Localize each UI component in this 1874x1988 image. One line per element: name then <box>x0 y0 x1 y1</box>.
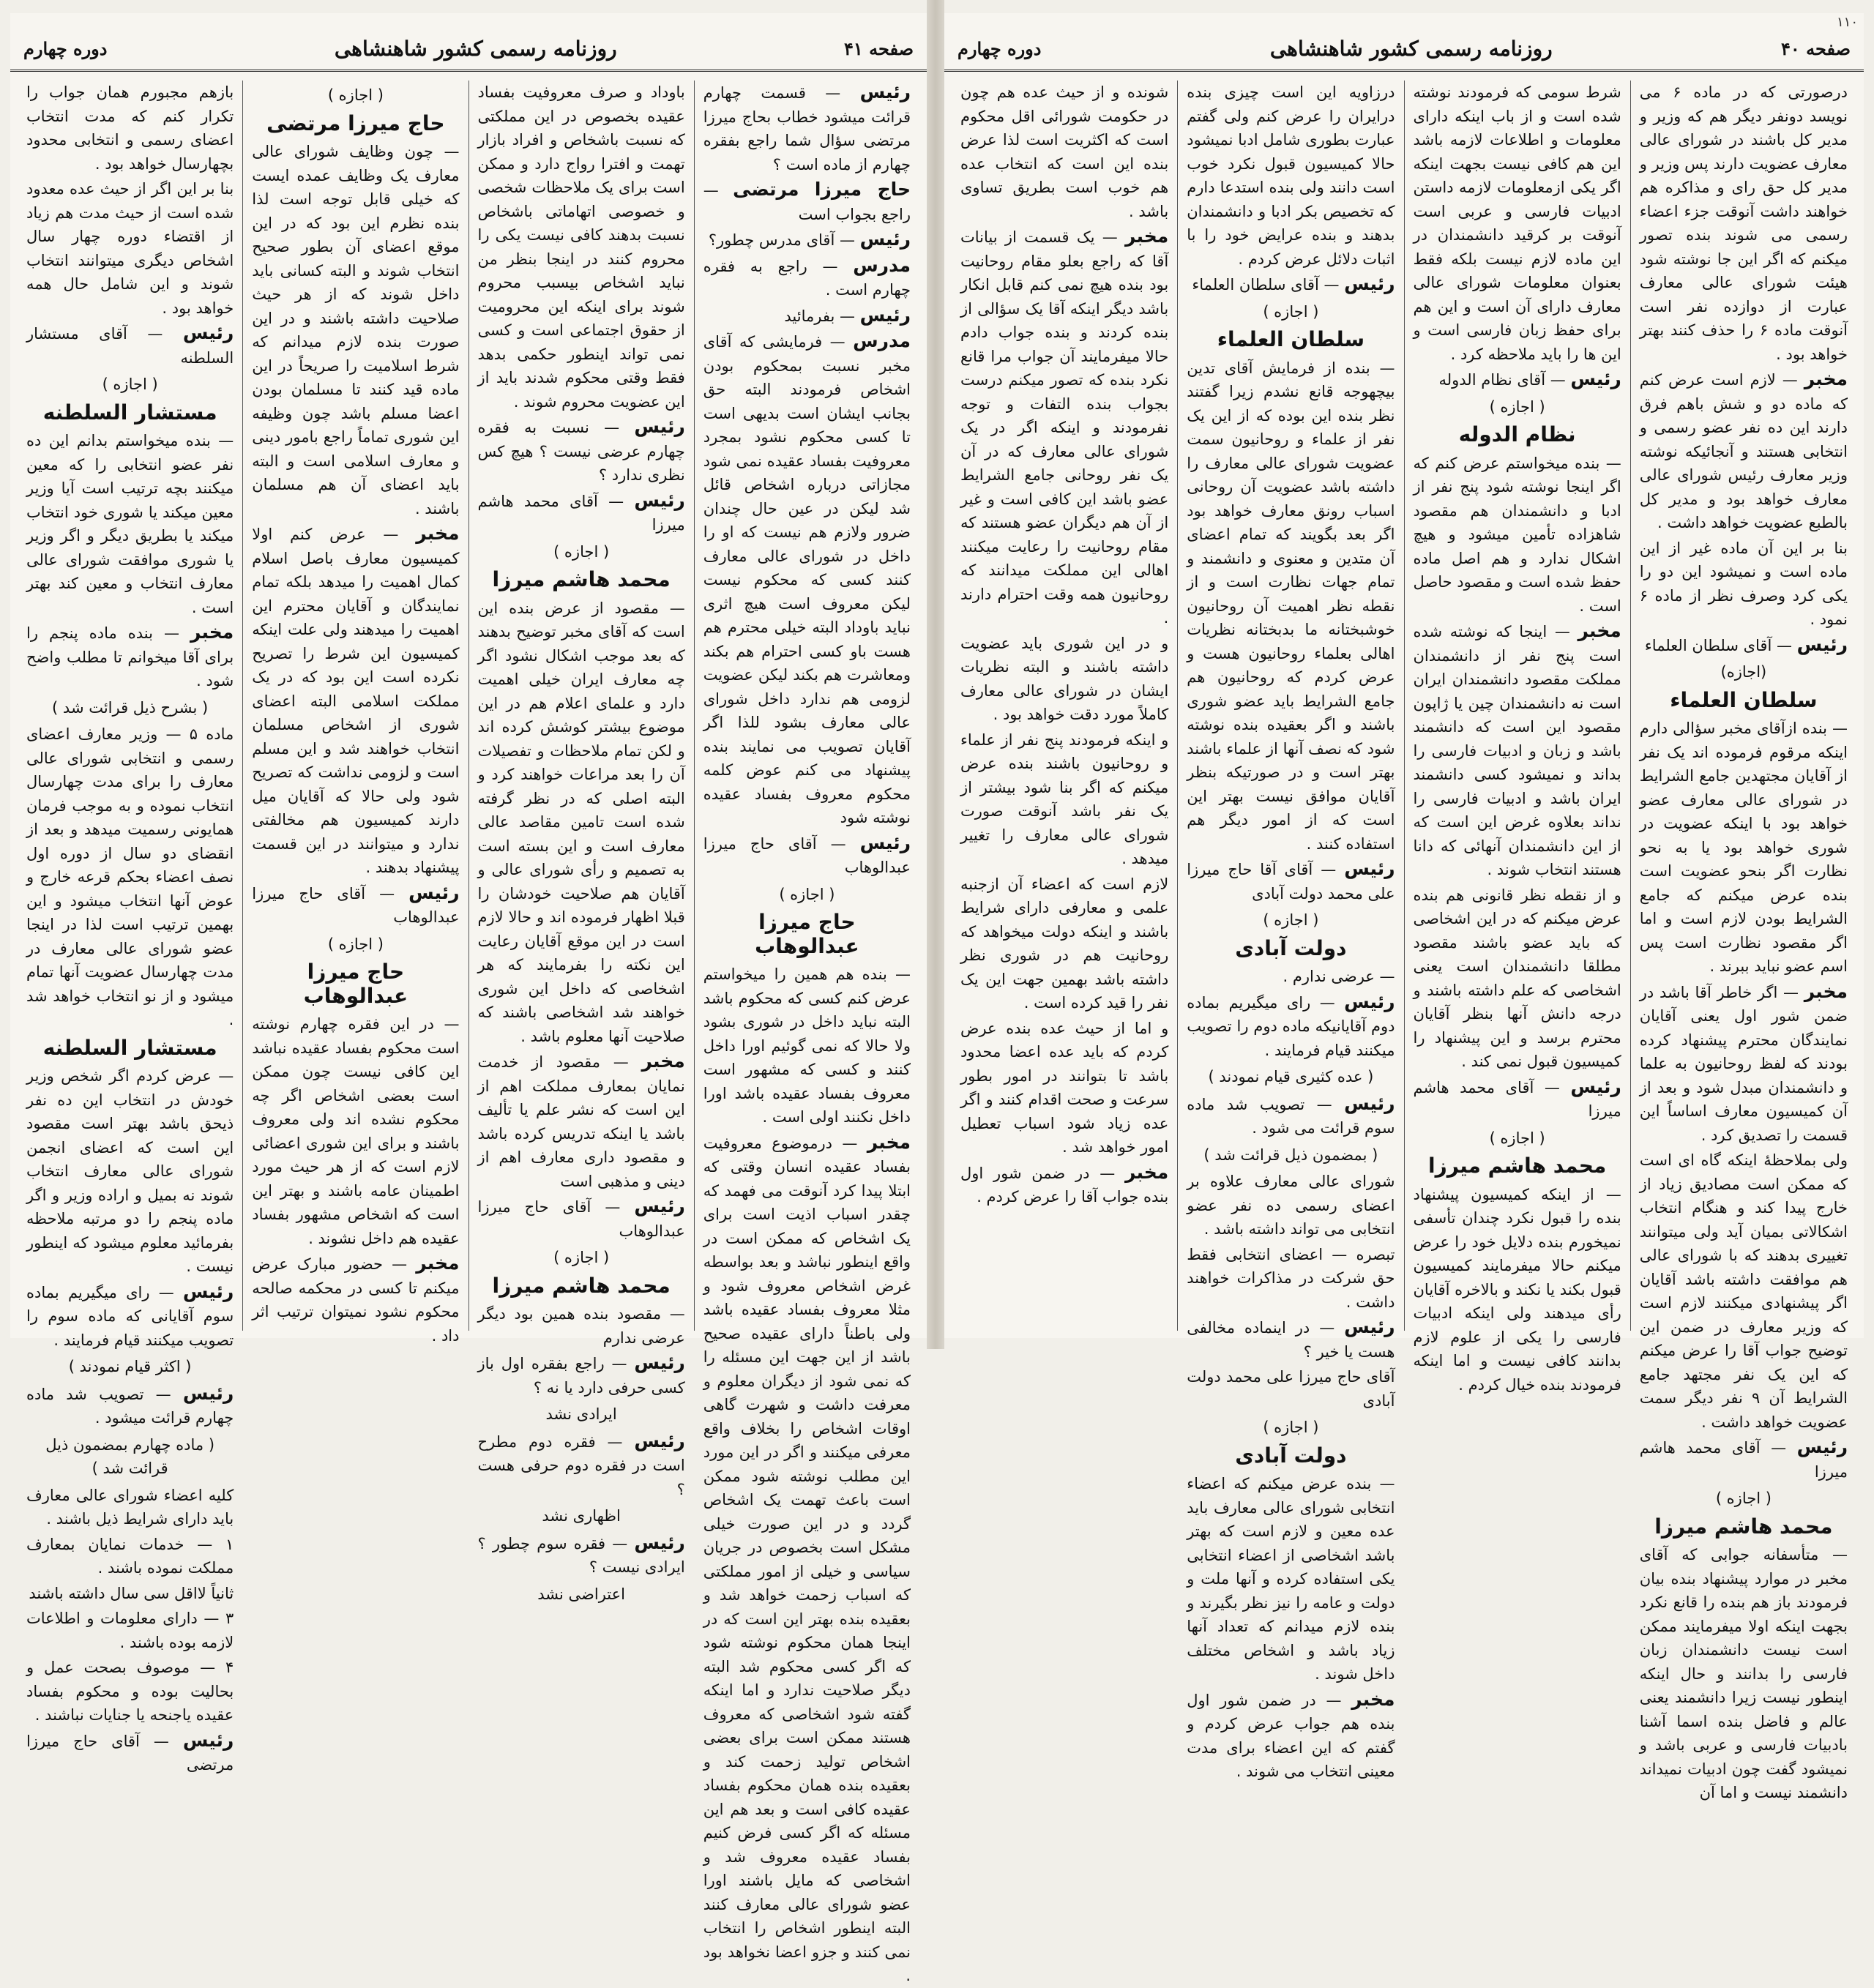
speaker-name: مخبر <box>416 1252 460 1274</box>
speaker-heading: حاج میرزا عبدالوهاب <box>755 910 859 958</box>
speaker-name: رئیس <box>634 1430 685 1451</box>
paragraph-text: — آقای آقا حاج میرزا علی محمد دولت آبادی <box>1187 861 1395 903</box>
speaker-heading: مستشار السلطنه <box>42 1035 217 1060</box>
paragraph <box>26 1533 234 1580</box>
paragraph-text: — فقره سوم چطور ؟ ایرادی نیست ؟ <box>477 1534 685 1576</box>
paragraph <box>252 1252 459 1348</box>
speaker-name: رئیس <box>859 304 911 326</box>
paragraph-text: ولی بملاحظهٔ اینکه گاه ای است که ممکن است مصادیق زیاد از خارج پیدا کند و هنگام انتخاب اشکالاتی بمیان آید ولی میتوانند تغییری بدهند که با شورای عالی هم موافقت داشته باشد آقایان اگر پیشنهادی میکنند لازم است که وزیر معارف در ضمن این توضیح جواب آقا را عرض میکنم که این یک نفر مجتهد جامع الشرایط آن ۹ نفر دیگر سمت عضویت خواهد داشت . <box>1639 1151 1848 1431</box>
paragraph <box>703 178 911 226</box>
paragraph-text: — بنده از فرمایش آقای تدین بیچهوجه قانع نشدم زیرا گفتند نظر بنده این بوده که از این یک نفر از علماء و روحانیون سمت عضویت شورای عالی معارف را داشته باشد عضویت آن روحانی اسباب رونق معارف خواهد بود اگر بعد بگویند که تمام اعضای آن متدین و معنوی و دانشمند و تمام جهات نظارت است و از نقطه نظر اهمیت آن روحانیون خوشبختانه ما بدبختانه نظریات اهالی بعلماء روحانیون هست و عرض کردم که روحانیون هم جامع الشرایط باید عضو شوری باشند و اگر بعقیده بنده نوشته شود که نصف آنها از علماء باشند بهتر است و در صورتیکه بنظر آقایان موافق نیست بهتر این است که از امور دیگر هم استفاده کنند . <box>1187 359 1395 853</box>
binding-gutter <box>927 0 944 1349</box>
issue-label: دوره چهارم <box>957 38 1042 59</box>
page-header <box>944 28 1864 72</box>
paragraph <box>478 1302 685 1350</box>
paragraph-text: ماده ۵ — وزیر معارف اعضای رسمی و انتخابی شورای عالی معارف را برای مدت چهارسال انتخاب نموده و به موجب فرمان همایونی رسمیت میدهد و بعد از انقضای دو سال از دوره اول نصف اعضاء بحکم قرعه خارج و عوض آنها انتخاب میشود و این بهمین ترتیب است لذا در اینجا عضو شورای عالی معارف در مدت چهارسال عضویت آنها تمام میشود و از نو انتخاب خواهد شد . <box>26 725 234 1028</box>
paragraph-text: — آقای نظام الدوله <box>1438 371 1566 389</box>
speaker-name: رئیس <box>1344 1092 1395 1114</box>
paragraph <box>26 177 234 320</box>
speaker-heading: حاج میرزا مرتضی <box>266 111 445 135</box>
speaker-heading: محمد هاشم میرزا <box>1427 1154 1607 1178</box>
paragraph <box>478 1531 685 1580</box>
procedural-note: ( اجازه ) <box>327 86 384 104</box>
paragraph-text: — آقای محمد هاشم میرزا <box>1639 1439 1848 1481</box>
speaker-heading: محمد هاشم میرزا <box>492 567 671 591</box>
paragraph <box>1640 1435 1848 1484</box>
paragraph-text: — لازم است عرض کنم که ماده دو و شش باهم فرق دارند این ده نفر عضو رسمی و انتخابی هستند و آنجائیکه نوشته وزیر معارف رئیس شورای عالی معارف خواهد بود و مدیر کل بالطبع عضویت خواهد داشت . <box>1639 371 1848 531</box>
speaker-name: رئیس <box>1570 1075 1621 1097</box>
page-header <box>10 28 927 72</box>
paragraph <box>26 1280 234 1353</box>
paragraph <box>252 881 459 930</box>
paragraph-text: — عرضی ندارم . <box>1283 968 1395 985</box>
page-number: صفحه ۴۰ <box>1780 38 1851 59</box>
paragraph-text: ۱ — خدمات نمایان بمعارف مملکت نموده باشند . <box>26 1535 234 1577</box>
paragraph-text: — اینجا که نوشته شده است پنج نفر از دانشمندان مملکت مقصود دانشمندان ایران است نه دانشمندان چین یا ژاپون مقصود این است که دانشمند باشد و زبان و ادبیات فارسی را بداند و نمیشود کسی دانشمند ایران باشد و ادبیات فارسی را نداند بعلاوه غرض این است که از این دانشمندان آنهائی که دانا هستند انتخاب شوند . <box>1413 623 1621 878</box>
paragraph <box>478 489 685 537</box>
speaker-name: رئیس <box>634 489 685 511</box>
speaker-heading: محمد هاشم میرزا <box>492 1273 671 1298</box>
text-column <box>694 81 919 1984</box>
procedural-note: ( اجازه ) <box>553 542 610 561</box>
procedural-note: ( اجازه ) <box>327 935 384 953</box>
paragraph <box>1187 1365 1395 1413</box>
paragraph <box>1414 1183 1621 1397</box>
procedural-note: ( اجازه ) <box>102 375 158 393</box>
paragraph-text: — قسمت چهارم قرائت میشود خطاب بحاج میرزا مرتضی سؤال شما راجع بفقره چهارم از ماده است ؟ <box>703 84 911 173</box>
paragraph <box>26 722 234 1032</box>
speaker-name: مخبر <box>1124 225 1169 247</box>
procedural-note: ( اجازه ) <box>1263 302 1319 321</box>
procedural-note: ( اجازه ) <box>1263 911 1319 929</box>
paragraph-text: — آقای حاج میرزا عبدالوهاب <box>477 1198 685 1240</box>
paragraph-text: — راجع بجواب است <box>703 182 911 223</box>
paragraph-text: درصورتی که در ماده ۶ می نویسد دونفر دیگر هم که وزیر و مدیر کل باشند در شورای عالی معارف عضویت دارند پس وزیر و مدیر کل حق رای و مذاکره هم خواهند داشت آنوقت جزء اعضاء رسمی می شوند بنده تصور میکنم که اگر این جا نوشته شود هیئت شورای عالی معارف عبارت از دوازده نفر است آنوقت ماده ۶ را حذف کنند بهتر خواهد بود . <box>1639 83 1848 363</box>
paragraph <box>1640 633 1848 658</box>
speaker-name: رئیس <box>634 1352 685 1373</box>
paragraph-text: — فقره دوم مطرح است در فقره دوم حرفی هست ؟ <box>477 1432 685 1498</box>
paragraph <box>960 728 1168 871</box>
paragraph-text: — راجع بفقره اول باز کسی حرفی دارد یا نه ؟ <box>477 1355 685 1397</box>
paragraph <box>252 1012 459 1250</box>
paragraph-text: — بنده عرض میکنم که اعضاء انتخابی شورای عالی معارف باید عده معین و لازم است که بهتر باشد اشخاصی از اعضاء انتخابی یکی استفاده کرده و آنها ملت و دولت و عامه را نیز نظر بگیرند و بنده لازم میدانم که تعداد آنها زیاد باشد و اشخاص مختلف داخل شوند . <box>1187 1475 1395 1683</box>
paragraph-text: ۳ — دارای معلومات و اطلاعات لازمه بوده باشند . <box>26 1610 234 1651</box>
newspaper-title: روزنامه رسمی کشور شاهنشاهی <box>1269 37 1553 61</box>
speaker-name: رئیس <box>182 1382 234 1404</box>
speaker-name: رئیس <box>182 1280 234 1302</box>
paragraph <box>960 81 1168 223</box>
paragraph <box>1640 81 1848 366</box>
text-column <box>952 81 1177 1331</box>
paragraph-text: درزاویه این است چیزی بنده درایران را عرض کنم ولی گفتم عبارت بطوری شامل ادبا نمیشود حالا کمیسیون قبول نکرد خوب است دانند ولی بنده استدعا دارم که تخصیص بکر ادبا و دانشمندان بدهند و بنده عرایض خود را با اثبات دلائل عرض کردم . <box>1187 83 1395 268</box>
speaker-name: مخبر <box>1804 368 1848 389</box>
speaker-name: رئیس <box>1344 273 1395 294</box>
paragraph <box>1187 965 1395 989</box>
paragraph <box>26 429 234 619</box>
paragraph <box>26 1382 234 1430</box>
paragraph <box>703 963 911 1129</box>
paragraph <box>26 321 234 370</box>
speaker-name: رئیس <box>1344 990 1395 1012</box>
paragraph <box>252 140 459 520</box>
paragraph-text: — آقای محمد هاشم میرزا <box>477 492 685 534</box>
speaker-name: رئیس <box>859 228 911 250</box>
paragraph <box>1187 272 1395 297</box>
paragraph-text: — آقای حاج میرزا مرتضی <box>26 1732 234 1774</box>
paragraph <box>1414 367 1621 392</box>
paragraph-text: — مقصود بنده همین بود دیگر عرضی ندارم <box>477 1305 685 1347</box>
paragraph <box>960 632 1168 727</box>
paragraph-text: — آقای محمد هاشم میرزا <box>1413 1078 1621 1120</box>
paragraph-text: — تصویب شد ماده چهارم قرائت میشود . <box>26 1385 234 1427</box>
paragraph-text: — در اینماده مخالفی هست یا خیر ؟ <box>1187 1319 1395 1361</box>
paragraph-text: آقای حاج میرزا علی محمد دولت آبادی <box>1187 1368 1395 1410</box>
speaker-heading: دولت آبادی <box>1235 1443 1347 1468</box>
paragraph <box>703 254 911 302</box>
paragraph <box>26 621 234 693</box>
speaker-name: مخبر <box>1124 1161 1169 1183</box>
paragraph-text: — اگر خاطر آقا باشد در ضمن شور اول یعنی آقایان نمایندگان محترم پیشنهاد کرده بودند که لفظ روحانیون به علما و دانشمندان مبدل شود و بعد از آن کمیسیون معارف اساساً این قسمت را تصدیق کرد . <box>1639 983 1848 1144</box>
text-columns <box>18 81 919 1984</box>
paragraph-text: — بفرمائید <box>784 307 855 325</box>
paragraph <box>1187 1092 1395 1140</box>
procedural-note: ( اجازه ) <box>553 1249 610 1266</box>
speaker-name: مخبر <box>641 1050 685 1072</box>
procedural-note: ایرادی نشد <box>545 1405 617 1423</box>
paragraph-text: — بنده میخواستم بدانم این ده نفر عضو انتخابی را که معین میکنند بچه ترتیب است آیا وزیر معین میکند یا شوری خود انتخاب میکند یا بطریق دیگر و اگر وزیر یا شوری موافقت شورای عالی معارف انتخاب و معین کند بهتر است . <box>26 432 234 616</box>
speaker-heading: حاج میرزا عبدالوهاب <box>303 960 408 1008</box>
paragraph-text: — تصویب شد ماده سوم قرائت می شود . <box>1187 1095 1395 1137</box>
speaker-name: حاج میرزا مرتضی <box>733 179 911 200</box>
paragraph-text: — مقصود از عرض بنده این است که آقای مخبر توضیح بدهند که بعد موجب اشکال نشود اگر چه معارف ایران خیلی اهمیت دارد و علمای اعلام هم در این موضوع بیشتر کوشش کرده اند و لکن تمام ملاحظات و تفصیلات آن را بعد مراعات خواهند کرد و البته اصلی که در نظر گرفته شده است تامین مقاصد عالی معارف است و این بسته است به تصمیم و رأی شورای عالی و آقایان هم صلاحیت خودشان را قبلا اظهار فرموده اند و حالا لازم است در این موقع آقایان رعایت این نکته را بفرمایند که هر اشخاصی که داخل این شوری خواهند شد اشخاصی باشند که صلاحیت آنها معلوم باشد . <box>477 599 685 1045</box>
paragraph <box>252 522 459 880</box>
paragraph-text: — راجع به فقره چهارم است . <box>703 257 911 299</box>
paragraph <box>26 1484 234 1531</box>
paragraph-text: — عرض کردم اگر شخص وزیر خودش در انتخاب این ده نفر ذیحق باشد بهتر است مقصود این است که اعضای انجمن شورای عالی معارف انتخاب شوند نه بمیل و اراده وزیر و اگر ماده پنجم را دو مرتبه ملاحظه بفرمائید معلوم میشود که اینطور نیست . <box>26 1067 234 1275</box>
procedural-note: اظهاری نشد <box>542 1507 621 1525</box>
paragraph <box>1640 537 1848 632</box>
procedural-note: ( اجازه ) <box>1489 397 1545 416</box>
speaker-name: رئیس <box>1570 368 1621 389</box>
paragraph-text: — رای میگیریم بماده سوم آقایانی که ماده سوم را تصویب میکنند قیام فرمایند . <box>26 1283 234 1349</box>
paragraph <box>1187 356 1395 856</box>
speaker-name: رئیس <box>634 416 685 437</box>
paragraph-text: ۴ — موصوف بصحت عمل و بحالیت بوده و محکوم بفساد عقیده یاجنحه یا جنایات نباشند . <box>26 1659 234 1724</box>
paragraph-text: — در این فقره چهارم نوشته است محکوم بفساد عقیده نباشد این کافی نیست چون ممکن است بعضی اشخاص اگر چه محکوم نشده اند ولی معروف باشند و برای این شوری اعضائی لازم است که از هر حیث مورد اطمینان عامه باشند و بهتر این است که اشخاص مشهور بفساد عقیده هم داخل نشوند . <box>252 1015 460 1247</box>
speaker-name: مخبر <box>1804 980 1848 1002</box>
paragraph-text: — رای میگیریم بماده دوم آقایانیکه ماده دوم را تصویب میکنند قیام فرمایند . <box>1187 993 1395 1059</box>
paragraph <box>703 1131 911 1988</box>
paragraph <box>478 81 685 414</box>
paragraph-text: — آقای سلطان العلماء <box>1644 636 1792 654</box>
paragraph <box>26 81 234 176</box>
paragraph-text: — عرض کنم اولا کمیسیون معارف باصل اسلام کمال اهمیت را میدهد بلکه تمام نمایندگان و آقایان محترم این اهمیت را میدهند ولی علت اینکه کمیسیون این شرط را تصریح نکرده است این بود که در یک مملکت اسلامی البته اعضای شوری از اشخاص مسلمان انتخاب خواهند شد و این مسلم است و لزومی نداشت که تصریح شود ولی حالا که آقایان میل دارند کمیسیون هم مخالفتی ندارد و میتوانند در این قسمت پیشنهاد بدهند . <box>252 526 460 876</box>
paragraph-text: ثانیاً لااقل سی سال داشته باشند <box>29 1584 234 1602</box>
paragraph <box>1414 452 1621 619</box>
speaker-name: رئیس <box>182 1729 234 1751</box>
paragraph-text: لازم است که اعضاء آن ازجنبه علمی و معارفی دارای شرایط باشند و اینکه دولت میخواهد که روحانیت هم در شوری نظر داشته باشد بهمین جهت این یک نفر را قید کرده است . <box>960 875 1169 1012</box>
procedural-note: ( اکثر قیام نمودند ) <box>68 1358 192 1375</box>
speaker-name: مخبر <box>1351 1688 1395 1710</box>
paragraph-text: — در ضمن شور اول بنده هم جواب عرض کردم و گفتم که این اعضاء برای مدت معینی انتخاب می شوند . <box>1187 1691 1395 1780</box>
paragraph-text: — متأسفانه جوابی که آقای مخبر در موارد پیشنهاد بنده بیان فرمودند باز هم بنده را قانع نکرد بجهت اینکه اولا میفرمایند ممکن است نیست دانشمندان زبان فارسی را بدانند و حال اینکه اینطور نیست زیرا دانشمند یعنی عالم و فاضل بنده اسما آشنا بادبیات فارسی و عربی باشد و نمیشود گفت چون ادبیات نمیداند دانشمند نیست و اما آن <box>1639 1546 1848 1801</box>
paragraph-text: کلیه اعضاء شورای عالی معارف باید دارای شرایط ذیل باشند . <box>26 1486 234 1528</box>
paragraph-text: — آقای سلطان العلماء <box>1192 276 1340 294</box>
speaker-heading: محمد هاشم میرزا <box>1654 1514 1833 1539</box>
paragraph-text: — بنده هم همین را میخواستم عرض کنم کسی که محکوم باشد البته نباید داخل در شوری بشود ولا حالا که نمی گوئیم اورا داخل کنند و کسی که مشهور است معروف بفساد عقیده باشد اورا داخل نکنند اولی است . <box>703 965 911 1126</box>
procedural-note: ( بشرح ذیل قرائت شد ) <box>52 698 209 717</box>
text-column <box>468 81 694 1603</box>
text-column <box>18 81 242 1774</box>
procedural-note: ( اجازه ) <box>1263 1419 1319 1436</box>
paragraph-text: — در ضمن شور اول بنده جواب آقا را عرض کردم . <box>960 1164 1169 1206</box>
paragraph-text: و از نقطه نظر قانونی هم بنده عرض میکنم که در این اشخاصی که باید عضو باشند مقصود مطلقا دانشمندان است یعنی اشخاصی که علم داشته باشند و درجه دانش آنها بنظر آقایان محترم برسد و این پیشنهاد را کمیسیون قبول نمی کند . <box>1413 886 1621 1070</box>
speaker-name: مخبر <box>190 621 234 643</box>
page-41 <box>10 13 927 1984</box>
procedural-note: ( اجازه ) <box>1715 1490 1772 1507</box>
paragraph <box>1640 367 1848 535</box>
speaker-name: رئیس <box>859 81 911 102</box>
speaker-name: مخبر <box>1578 620 1621 641</box>
paragraph-text: شورای عالی معارف علاوه بر اعضای رسمی ده نفر عضو انتخابی می تواند داشته باشد . <box>1187 1173 1395 1238</box>
speaker-name: رئیس <box>1796 1436 1848 1457</box>
text-column <box>1177 81 1403 1780</box>
speaker-name: رئیس <box>408 881 460 903</box>
speaker-heading: نظام الدوله <box>1458 422 1576 446</box>
procedural-note: اعتراضی نشد <box>537 1585 625 1603</box>
paragraph <box>960 1161 1168 1209</box>
paragraph-text: — فرمایشی که آقای مخبر نسبت بمحکوم بودن اشخاص فرمودند البته حق بجانب ایشان است بدیهی است تا کسی محکوم نشود بمجرد معروفیت بفساد عقیده نمی شود مجازاتی درباره اشخاص قائل شد لیکن در عین حال چندان ضرور ولازم هم نیست که او را داخل در شورای عالی معارف کنند کسی که محکوم نیست لیکن معروف است هیچ اثری نباید باوداد البته خیلی محترم هم هست باو کسی احترام هم بکند ومعاشرت هم بکند لیکن عضویت لزومی هم ندارد داخل شورای عالی معارف بشود للذا اگر آقایان تصویب می نمایند بنده پیشنهاد می کنم عوض کلمه محکوم معروف بفساد عقیده نوشته شود <box>703 333 911 826</box>
page-stamp: ۱۱۰ <box>1836 15 1858 30</box>
paragraph <box>703 329 911 830</box>
paragraph-text: بنا بر این اگر از حیث عده معدود شده است از حیث مدت هم زیاد از اقتضاء دوره چهار سال اشخاص دیگری میتوانند انتخاب شوند و این شامل حال همه خواهد بود . <box>26 180 234 317</box>
paragraph-text: — یک قسمت از بیانات آقا که راجع بعلو مقام روحانیت بود بنده هیچ نمی کنم قابل انکار باشد دیگر اینکه آقا یک سؤالی از بنده کردند و بنده جواب دادم حالا میفرمایند آن جواب مرا قانع نکرد بنده که تصور میکنم درست بجواب بنده التفات و توجه نفرمودند و اینکه اگر در یک شورای عالی معارف که در آن یک نفر روحانی جامع الشرایط عضو باشد این کافی است و غیر از آن هم دیگران عضو هستند که مقام روحانیت را رعایت میکنند اهالی این مملکت میدانند که روحانیون همه وقت احترام دارند . <box>960 228 1169 627</box>
paragraph-text: شونده و از حیث عده هم چون در حکومت شورائی اقل محکوم است که اکثریت است لذا عرض بنده این است که انتخاب عده هم خوب است بطریق تساوی باشد . <box>960 83 1169 220</box>
speaker-name: رئیس <box>1796 633 1848 655</box>
newspaper-title: روزنامه رسمی کشور شاهنشاهی <box>334 37 617 61</box>
paragraph <box>1414 619 1621 882</box>
paragraph <box>1640 717 1848 979</box>
paragraph-text: — بنده میخواستم عرض کنم که اگر اینجا نوشته شود پنج نفر از ادبا و دانشمندان هم مقصود شاهزاده تأمین میشود و هیچ اشکال ندارد و هم اصل ماده حفظ شده است و مقصود حاصل است . <box>1413 454 1621 615</box>
paragraph <box>1640 1148 1848 1434</box>
speaker-heading: مستشار السلطنه <box>42 400 217 425</box>
paragraph-text: — نسبت به فقره چهارم عرضی نیست ؟ هیچ کس نظری ندارد ؟ <box>477 419 685 484</box>
paragraph <box>703 81 911 176</box>
paragraph <box>1414 883 1621 1074</box>
text-column <box>242 81 468 1345</box>
paragraph-text: باوداد و صرف معروفیت بفساد عقیده بخصوص در این مملکتی که نسبت باشخاص و افراد بازار تهمت و افترا رواج دارد و ممکن است برای یک ملاحظات شخصی و خصوصی اتهاماتی باشخاص نسبت بدهند کافی نیست یکی را محروم کنند در اینجا بنظر من نباید اشخاص بیسبب محروم شوند برای اینکه این محرومیت از حقوق اجتماعی است و کسی نمی تواند اینطور حکمی بدهد فقط وقتی محکوم شدند باید از این عضویت محروم شوند . <box>477 83 685 411</box>
speaker-name: رئیس <box>1344 858 1395 879</box>
page-40 <box>944 13 1864 1801</box>
paragraph <box>1187 1688 1395 1784</box>
paragraph <box>478 415 685 487</box>
paragraph-text: — بنده ازآقای مخبر سؤالی دارم اینکه مرقوم فرموده اند یک نفر از آقایان مجتهدین جامع الشرایط در شورای عالی معارف عضو خواهد بود با اینکه عضویت در شوری خواهد بود یا به نحو نظارت اگر بنحو عضویت است بنده عرض میکنم که جامع الشرایط بودن لازم است و اما اگر مقصود نظارت است پس اسم عضو نباید ببرند . <box>1639 720 1848 975</box>
paragraph <box>1187 1472 1395 1686</box>
paragraph-text: — از اینکه کمیسیون پیشنهاد بنده را قبول نکرد چندان تأسفی نمیخورم بنده دلایل خود را عرض میکنم حالا میفرمایند کمیسیون قبول بکند یا نکند و بالاخره آقایان رأی میدهند ولی اینکه ادبیات فارسی را یکی از علوم لازم بدانند کافی نیست و اما اینکه فرمودند بنده خیال کردم . <box>1413 1185 1621 1394</box>
text-column <box>1630 81 1856 1801</box>
speaker-heading: دولت آبادی <box>1235 935 1347 960</box>
paragraph <box>960 872 1168 1015</box>
speaker-name: رئیس <box>634 1531 685 1553</box>
paragraph-text: و اما از حیث عده بنده عرض کردم که باید عده اعضا محدود باشد تا بتوانند در امور بطور سرعت و صحت اقدام کنند و اگر عده زیاد شود اسباب تعطیل امور خواهد شد . <box>960 1019 1169 1156</box>
paragraph <box>26 1607 234 1654</box>
paragraph <box>478 597 685 1049</box>
speaker-name: رئیس <box>1344 1316 1395 1337</box>
paragraph <box>26 1582 234 1606</box>
paragraph-text: — بنده ماده پنجم را برای آقا میخوانم تا مطلب واضح شود . <box>26 624 234 690</box>
speaker-name: مدرس <box>853 330 911 351</box>
paragraph <box>1187 81 1395 271</box>
paragraph-text: شرط سومی که فرمودند نوشته شده است و از باب اینکه دارای معلومات و اطلاعات لازمه باشد این هم کافی نیست بجهت اینکه اگر یکی ازمعلومات لازمه داستن ادبیات فارسی و عربی است آنوقت بر کرقید دانشمندان در این ماده لازم نیست بلکه فقط بعنوان معلومات شورای عالی معارف دارای آن است و این هم برای حفظ زبان فارسی است و این ها را باید ملاحظه کرد . <box>1413 83 1621 363</box>
procedural-note: ( اجازه ) <box>779 885 835 903</box>
procedural-note: ( عده کثیری قیام نمودند ) <box>1208 1068 1374 1085</box>
paragraph <box>478 1195 685 1243</box>
speaker-name: مدرس <box>853 254 911 276</box>
paragraph-text: تبصره — اعضای انتخابی فقط حق شرکت در مذاکرات خواهند داشت . <box>1187 1245 1395 1311</box>
paragraph <box>960 1017 1168 1159</box>
speaker-heading: سلطان العلماء <box>1217 327 1365 351</box>
paragraph-text: — حضور مبارک عرض میکنم تا کسی در محکمه صالحه محکوم نشود نمیتوان ترتیب اثر داد . <box>252 1255 460 1345</box>
issue-label: دوره چهارم <box>23 38 108 59</box>
paragraph <box>1187 990 1395 1063</box>
paragraph-text: — درموضوع معروفیت بفساد عقیده انسان وقتی که ابتلا پیدا کرد آنوقت می فهمد که چقدر اسباب اذیت است برای یک اشخاص که ممکن است در واقع اینطور نباشد و بعد بواسطه غرض اشخاص معروف شود و مثلا معروف بفساد عقیده باشد ولی باطناً دارای عقیده صحیح باشد از این جهت این مسئله را که نمی شود از دیگران معلوم و معرفت داشت و شهرت گاهی اوقات اشخاص را بخلاف واقع معرفی میکنند و اگر در این مورد این مطلب نوشته شود ممکن است باعث تهمت یک اشخاص گردد و در این صورت خیلی مشکل است بخصوص در جریان سیاسی و خیلی از امور مملکتی که اسباب زحمت خواهد شد و بعقیده بنده بهتر این است که در اینجا همان محکوم نوشته شود که اگر کسی محکوم شد البته دیگر صلاحیت ندارد و اما اینکه گفته شود اشخاصی که معروف هستند ممکن است برای بعضی اشخاص تولید زحمت کند و بعقیده بنده همان محکوم بفساد عقیده کافی است و بعد هم این مسئله که اگر کسی فرض کنیم بفساد عقیده معروف شد و اشخاصی که مایل باشند اورا عضو شورای عالی معارف کنند البته اینطور اشخاص را انتخاب نمی کنند و جزو اعضا نخواهد بود . <box>703 1134 911 1984</box>
paragraph <box>1414 1075 1621 1124</box>
paragraph <box>26 1656 234 1727</box>
text-columns <box>952 81 1856 1801</box>
paragraph-text: — مقصود از خدمت نمایان بمعارف مملکت اهم از این است که نشر علم یا تألیف باشد یا اینکه تدریس کرده باشد و مقصود داری معارف اهم از دینی و مذهبی است <box>477 1053 685 1190</box>
paragraph <box>1640 980 1848 1148</box>
paragraph <box>1187 1315 1395 1364</box>
paragraph <box>703 304 911 329</box>
procedural-note: (اجازه) <box>1720 663 1767 681</box>
paragraph <box>26 1064 234 1279</box>
paragraph <box>478 1351 685 1400</box>
procedural-note: ( ماده چهارم بمضمون ذیل قرائت شد ) <box>45 1435 215 1477</box>
speaker-name: رئیس <box>859 832 911 853</box>
procedural-note: ( بمضمون ذیل قرائت شد ) <box>1203 1146 1378 1164</box>
paragraph <box>703 832 911 880</box>
paragraph <box>1414 81 1621 366</box>
paragraph <box>1640 1543 1848 1805</box>
paragraph-text: بازهم مجبورم همان جواب را تکرار کنم که مدت انتخاب اعضای رسمی و انتخابی محدود بچهارسال خواهد بود . <box>26 83 234 173</box>
text-column <box>1404 81 1630 1394</box>
speaker-name: مخبر <box>416 523 460 544</box>
paragraph-text: — چون وظایف شورای عالی معارف یک وظایف عمده ایست که خیلی قابل توجه است لذا بنده نظرم این بود که در این موقع اعضای آن بطور صحیح انتخاب شوند و البته کسانی باید داخل شوند که از هر حیث صلاحیت داشته باشند و در این صورت بنده لازم میدانم که شرط اسلامیت را صریحاً در این ماده قید کنند تا مسلمان بودن اعضا مسلم باشد چون وظیفه این شوری تماماً راجع بامور دینی و معارف اسلامی است و البته باید اعضای آن هم مسلمان باشند . <box>252 143 460 517</box>
paragraph-text: و اینکه فرمودند پنج نفر از علماء و روحانیون باشند بنده عرض میکنم که اگر بنا شود بیشتر از یک نفر باشد آنوقت صورت شورای عالی معارف را تغییر میدهد . <box>960 730 1169 867</box>
paragraph-text: — آقای حاج میرزا عبدالوهاب <box>703 834 911 876</box>
paragraph-text: و در این شوری باید عضویت داشته باشند و البته نظریات ایشان در شورای عالی معارف کاملاً مورد دقت خواهد بود . <box>960 634 1169 723</box>
page-number: صفحه ۴۱ <box>843 38 914 59</box>
paragraph-text: — آقای مدرس چطور؟ <box>708 231 855 249</box>
speaker-name: مخبر <box>867 1131 911 1153</box>
paragraph-text: بنا بر این آن ماده غیر از این ماده است و نمیشود این دو را یکی کرد وصرف نظر از ماده ۶ نمود . <box>1639 539 1848 628</box>
speaker-heading: سلطان العلماء <box>1670 687 1818 712</box>
paragraph-text: — آقای مستشار السلطنه <box>26 325 234 367</box>
paragraph <box>478 1050 685 1193</box>
paragraph <box>703 228 911 253</box>
paragraph <box>960 225 1168 630</box>
paragraph <box>478 1430 685 1502</box>
paragraph <box>1187 1243 1395 1315</box>
paragraph-text: — آقای حاج میرزا عبدالوهاب <box>252 884 460 926</box>
paragraph <box>1187 857 1395 905</box>
paragraph <box>1187 1170 1395 1241</box>
procedural-note: ( اجازه ) <box>1489 1129 1545 1147</box>
paragraph <box>26 1729 234 1777</box>
speaker-name: رئیس <box>634 1195 685 1217</box>
speaker-name: رئیس <box>182 322 234 343</box>
